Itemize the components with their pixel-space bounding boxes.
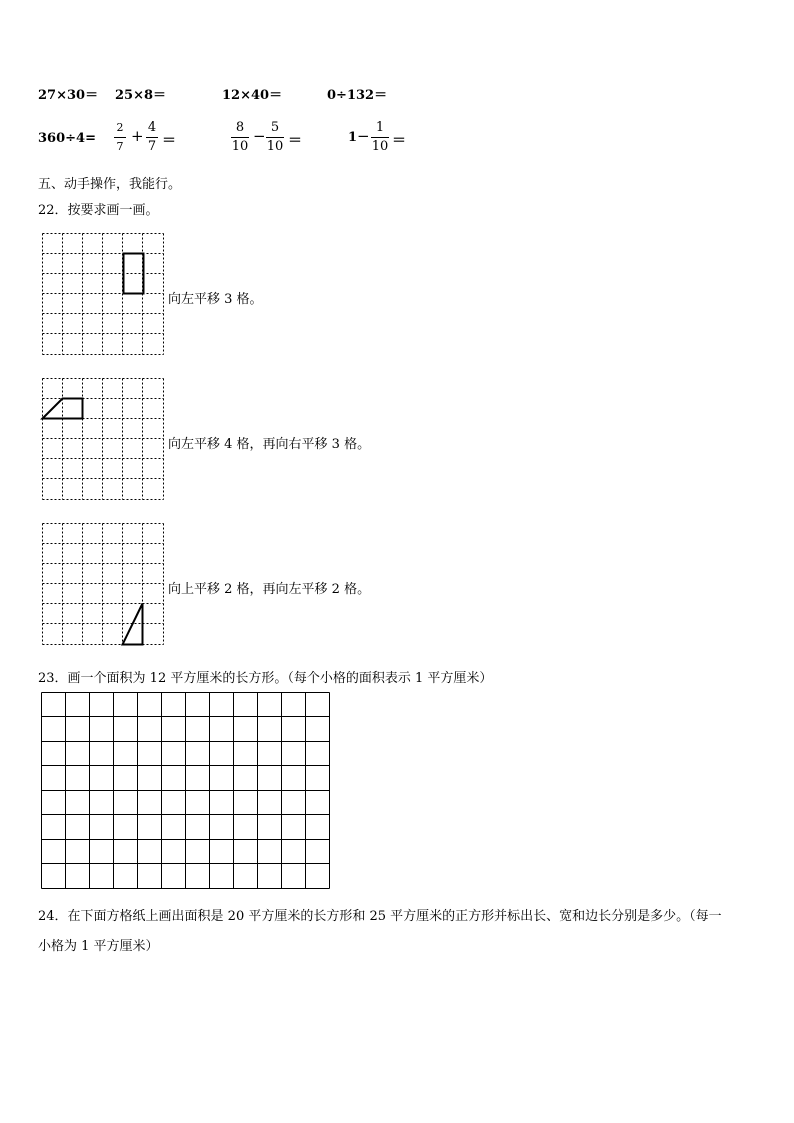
fraction-1-10 — [371, 120, 389, 155]
numerator: 5 — [270, 120, 280, 135]
square-grid-q23 — [41, 692, 331, 890]
minus-sign: − — [253, 127, 266, 145]
denominator: 10 — [371, 139, 389, 154]
numerator: 8 — [235, 120, 245, 135]
arith-item-4: 0÷132＝ — [327, 88, 388, 103]
numerator: 2 — [116, 121, 124, 134]
denominator: 7 — [147, 139, 157, 154]
equals-sign: ＝ — [392, 133, 406, 149]
q22-instruction-3: 向上平移 2 格，再向左平移 2 格。 — [168, 582, 371, 597]
plus-sign: + — [131, 127, 144, 145]
arith-item-1: 27×30＝ — [38, 88, 99, 103]
numerator: 4 — [147, 120, 157, 135]
fraction-4-7 — [146, 120, 158, 155]
arith-item-3: 12×40＝ — [222, 88, 283, 103]
q22-title: 22．按要求画一画。 — [38, 203, 159, 218]
q22-instruction-1: 向左平移 3 格。 — [168, 292, 263, 307]
whole-number: 1 — [348, 130, 358, 145]
numerator: 1 — [375, 120, 385, 135]
q23-title: 23．画一个面积为 12 平方厘米的长方形。（每个小格的面积表示 1 平方厘米） — [38, 671, 493, 686]
q22-instruction-2: 向左平移 4 格，再向右平移 3 格。 — [168, 437, 371, 452]
arith-item-2: 25×8＝ — [115, 88, 167, 103]
minus-sign: − — [357, 127, 370, 145]
denominator: 10 — [231, 139, 249, 154]
arith-item-5: 360÷4= — [38, 131, 96, 146]
q24-line-2: 小格为 1 平方厘米） — [38, 939, 159, 954]
fraction-5-10 — [266, 120, 284, 155]
dotted-grid-1 — [42, 233, 164, 355]
dotted-grid-2 — [42, 378, 164, 500]
fraction-2-7 — [114, 120, 126, 155]
denominator: 7 — [116, 140, 124, 153]
fraction-8-10 — [231, 120, 249, 155]
section-5-title: 五、动手操作，我能行。 — [38, 177, 182, 192]
denominator: 10 — [266, 139, 284, 154]
equals-sign: ＝ — [162, 133, 176, 149]
q24-line-1: 24．在下面方格纸上画出面积是 20 平方厘米的长方形和 25 平方厘米的正方形并标出长、宽和边长分别是多少。（每一 — [38, 909, 722, 924]
equals-sign: ＝ — [288, 133, 302, 149]
dotted-grid-3 — [42, 523, 164, 645]
